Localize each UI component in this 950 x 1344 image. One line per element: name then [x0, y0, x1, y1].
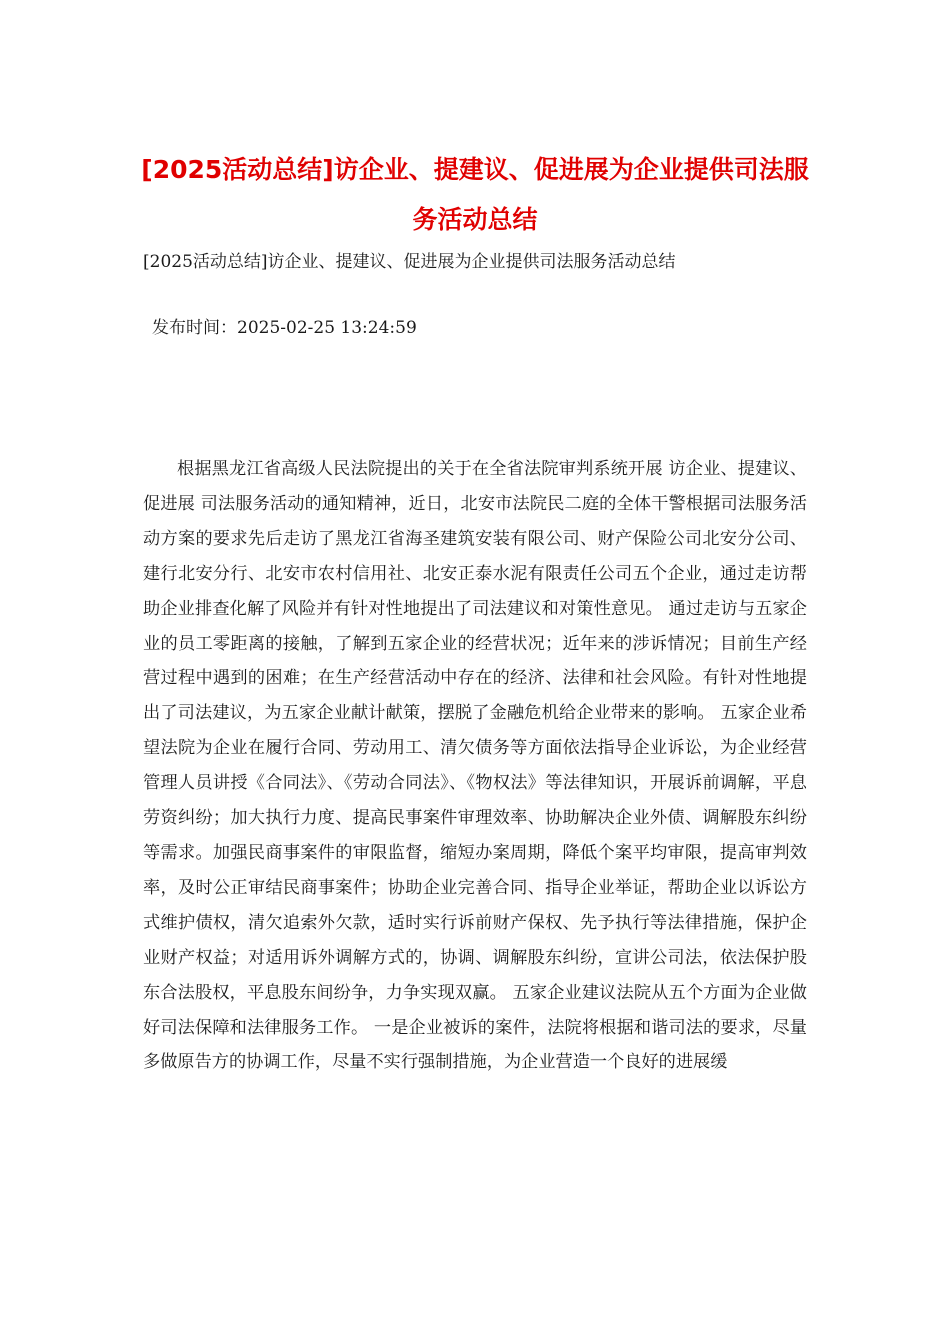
document-body: 根据黑龙江省高级人民法院提出的关于在全省法院审判系统开展 访企业、提建议、促进展 司法服务活动的通知精神，近日，北安市法院民二庭的全体干警根据司法服务活动方案的要求先后走访了黑龙江省海圣建筑安装有限公司、财产保险公司北安分公司、建行北安分行、北安市农村信用社、北安正泰水泥有限责任公司五个企业，通过走访帮助企业排查化解了风险并有针对性地提出了司法建议和对策性意见。 通过走访与五家企业的员工零距离的接触，了解到五家企业的经营状况；近年来的涉诉情况；目前生产经营过程中遇到的困难；在生产经营活动中存在的经济、法律和社会风险。有针对性地提出了司法建议，为五家企业献计献策，摆脱了金融危机给企业带来的影响。 五家企业希望法院为企业在履行合同、劳动用工、清欠债务等方面依法指导企业诉讼，为企业经营管理人员讲授《合同法》、《劳动合同法》、《物权法》等法律知识，开展诉前调解，平息劳资纠纷；加大执行力度、提高民事案件审理效率、协助解决企业外债、调解股东纠纷等需求。加强民商事案件的审限监督，缩短办案周期，降低个案平均审限，提高审判效率，及时公正审结民商事案件；协助企业完善合同、指导企业举证，帮助企业以诉讼方式维护债权，清欠追索外欠款，适时实行诉前财产保权、先予执行等法律措施，保护企业财产权益；对适用诉外调解方式的，协调、调解股东纠纷，宣讲公司法，依法保护股东合法股权，平息股东间纷争，力争实现双赢。 五家企业建议法院从五个方面为企业做好司法保障和法律服务工作。 一是企业被诉的案件，法院将根据和谐司法的要求，尽量多做原告方的协调工作，尽量不实行强制措施，为企业营造一个良好的进展缓	[143, 459, 807, 1073]
publish-time: 2025-02-25 13:24:59	[237, 318, 417, 338]
publish-label: 发布时间：	[152, 318, 237, 338]
publish-info	[152, 314, 652, 342]
document-subtitle: [2025活动总结]访企业、提建议、促进展为企业提供司法服务活动总结	[143, 252, 676, 272]
document-title: [2025活动总结]访企业、提建议、促进展为企业提供司法服务活动总结	[141, 155, 809, 234]
